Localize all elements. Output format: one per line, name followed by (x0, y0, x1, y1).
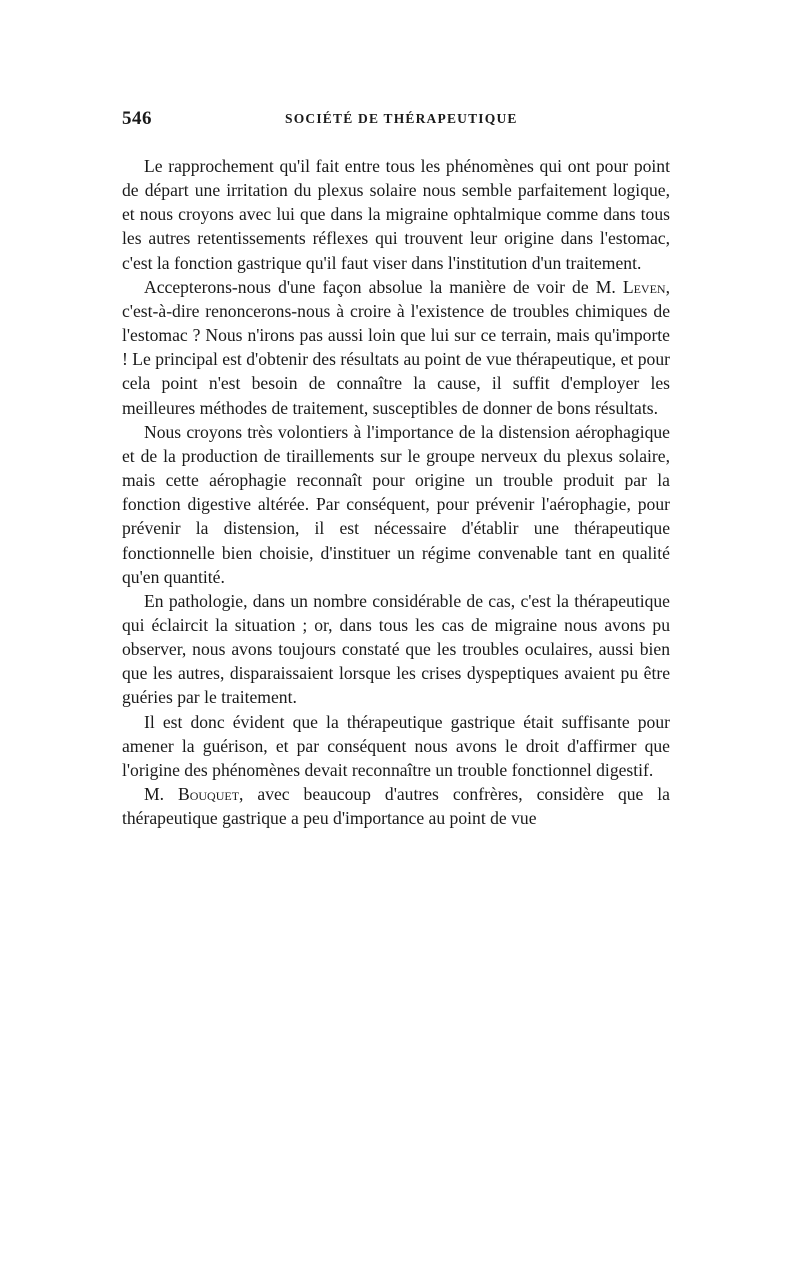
author-name-bouquet: Bouquet (177, 784, 240, 805)
page-number: 546 (122, 108, 152, 129)
body-text (122, 154, 670, 830)
paragraph-2-suffix: , c'est-à-dire renoncerons-nous à croire à l'existence de troubles chimiques de l'estomac ? Nous n'irons pas aussi loin que lui sur ce terrain, mais qu'importe ! Le principal est d'obtenir des résultats au point de vue thérapeutique, et pour cela point n'est besoin de connaître la cause, il suffit d'employer les meilleures méthodes de traitement, susceptibles de donner de bons résultats. (122, 276, 670, 418)
author-name-leven: Leven (622, 276, 666, 297)
running-head (122, 108, 682, 134)
paragraph-2-prefix: Accepterons-nous d'une façon absolue la manière de voir de M. (144, 276, 623, 297)
paragraph-4: En pathologie, dans un nombre considérable de cas, c'est la thérapeutique qui éclaircit la situation ; or, dans tous les cas de migraine nous avons pu observer, nous avons toujours constaté que les troubles oculaires, aussi bien que les autres, disparaissaient lorsque les crises dyspeptiques avaient pu être guéries par le traitement. (122, 590, 670, 708)
paragraph-6-prefix: M. (144, 784, 178, 805)
paragraph-5: Il est donc évident que la thérapeutique gastrique était suffisante pour amener la guérison, et par conséquent nous avons le droit d'affirmer que l'origine des phénomènes devait reconnaître un trouble fonctionnel digestif. (122, 711, 670, 780)
running-title: SOCIÉTÉ DE THÉRAPEUTIQUE (285, 111, 518, 126)
paragraph-6-suffix: , avec beaucoup d'autres confrères, considère que la thérapeutique gastrique a peu d'importance au point de vue (122, 784, 670, 829)
paragraph-1: Le rapprochement qu'il fait entre tous les phénomènes qui ont pour point de départ une irritation du plexus solaire nous semble parfaitement logique, et nous croyons avec lui que dans la migraine ophtalmique comme dans tous les autres retentissements réflexes qui trouvent leur origine dans l'estomac, c'est la fonction gastrique qu'il faut viser dans l'institution d'un traitement. (122, 156, 670, 273)
paragraph-6 (122, 782, 670, 830)
paragraph-3: Nous croyons très volontiers à l'importance de la distension aérophagique et de la production de tiraillements sur le groupe nerveux du plexus solaire, mais cette aérophagie reconnaît pour origine un trouble produit par la fonction digestive altérée. Par conséquent, pour prévenir l'aérophagie, pour prévenir la distension, il est nécessaire d'établir une thérapeutique fonctionnelle bien choisie, d'instituer un régime convenable tant en qualité qu'en quantité. (122, 421, 670, 587)
paragraph-2 (122, 275, 670, 420)
